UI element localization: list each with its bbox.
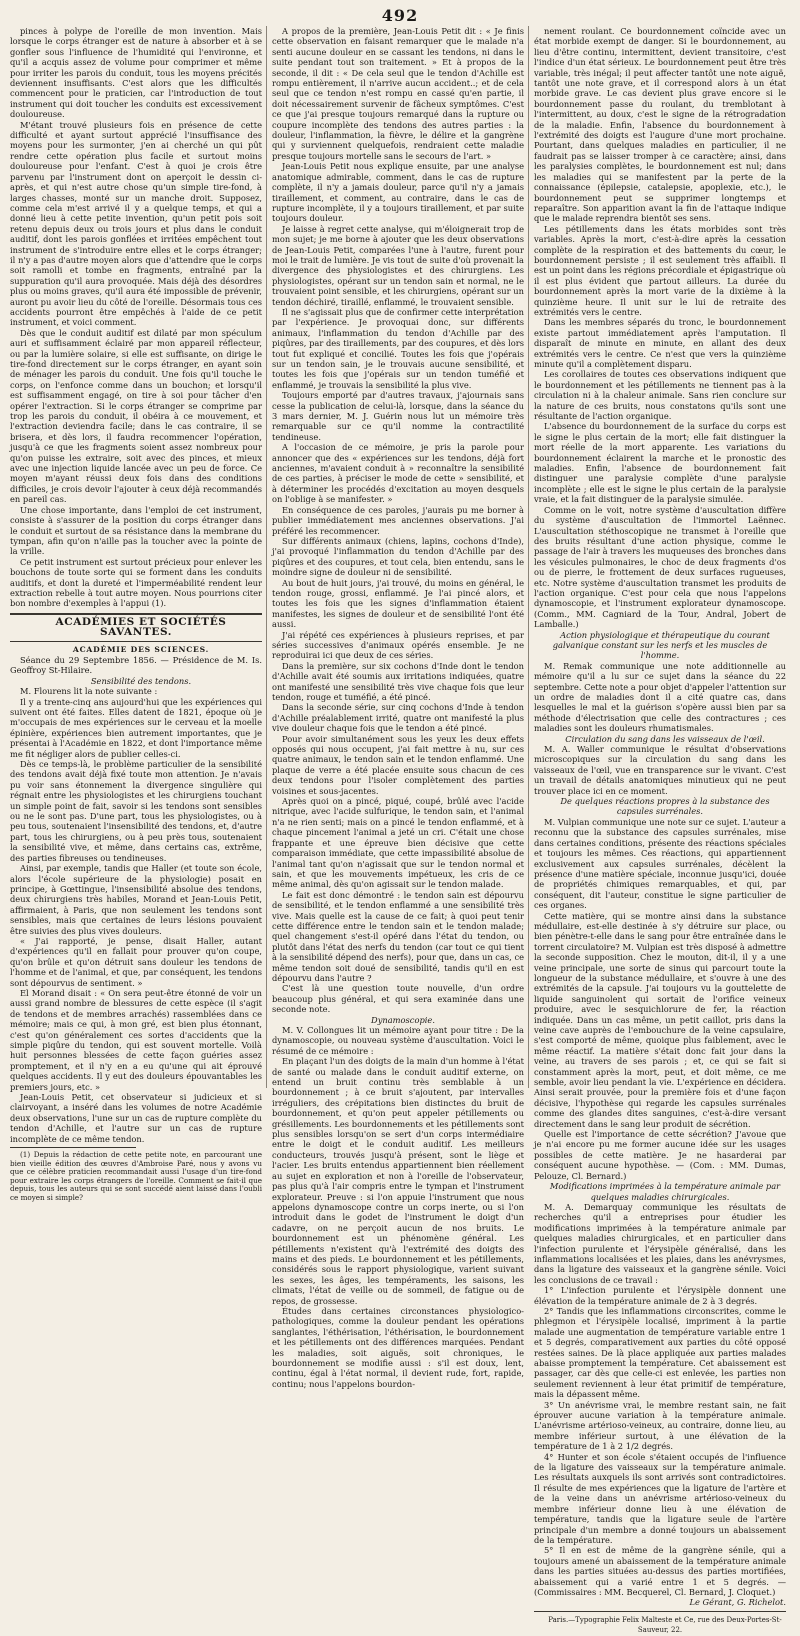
paragraph: J'ai répété ces expériences à plusieurs reprises, et par séries successives d'animaux opérés ensemble. Je ne reproduirai ici que deux de ces séries.	[272, 629, 524, 661]
imprint: Paris.—Typographie Felix Malteste et Ce, rue des Deux-Portes-St-Sauveur, 22.	[548, 1615, 782, 1635]
topic-heading: Dynamoscopie.	[371, 1014, 435, 1025]
paragraph: nement roulant. Ce bourdonnement coïncide avec un état morbide exempt de danger. Si le bourdonnement, au lieu d'être continu, intermittent, devient transitoire, c'est l'indice d'un état sérieux. Le bourdonnement peut être très variable, très inégal; il peut affecter tantôt une note aiguë, tantôt une note grave, et il correspond alors à un état morbide grave. Le cas devient plus grave encore si le bourdonnement passe du roulant, du tremblotant à l'intermittent, au doux, c'est le signe de la rétrogradation de la maladie. Enfin, l'absence du bourdonnement à l'extrémité des doigts est l'augure d'une mort prochaine. Pourtant, dans quelques maladies en particulier, il ne faudrait pas se laisser tromper à ce caractère; ainsi, dans les paralysies complètes, le bourdonnement est nul; dans les maladies qui se manifestent par la perte de la connaissance (épilepsie, catalepsie, apoplexie, etc.), le bourdonnement peut se supprimer longtemps et reparaître. Son apparition avant la fin de l'attaque indique que le malade reprendra bientôt ses sens.	[534, 26, 786, 224]
paragraph: A propos de la première, Jean-Louis Petit dit : « Je finis cette observation en faisant remarquer que le malade n'a senti aucune douleur en se cassant les tendons, ni dans le suite pendant tout son traitement. » Et à propos de la seconde, il dit : « De cela seul que le tendon d'Achille est rompu entièrement, il n'arrive aucun accident..; et de cela seul que ce tendon n'est rompu en cassé qu'en partie, il doit nécessairement survenir de fâcheux symptômes. C'est ce que j'ai presque toujours remarqué dans la rupture ou coupure incomplète des tendons des autres parties : la douleur, l'inflammation, la fièvre, le délire et la gangrène qui y surviennent quelquefois, rendraient cette maladie presque toujours mortelle sans le secours de l'art. »	[272, 26, 524, 161]
paragraph: « J'ai rapporté, je pense, disait Haller, autant d'expériences qu'il en fallait pour prouver qu'on coupe, qu'on brûle et qu'on détruit sans douleur les tendons de l'homme et de l'animal, et que, par conséquent, les tendons sont dépourvus de sentiment. »	[10, 935, 262, 988]
topic-heading: Sensibilité des tendons.	[90, 675, 192, 686]
list-item: 2° Tandis que les inflammations circonscrites, comme le phlegmon et l'érysipèle localisé, impriment à la partie malade une augmentation de température variable entre 1 et 5 degrés, comparativement aux parties du côté opposé restées saines. De là place appliquée aux parties malades abaisse promptement la température. Cet abaissement est passager, car dès que celle-ci est enlevée, les parties non seulement reviennent à leur état primitif de température, mais la dépassent même.	[534, 1305, 786, 1400]
paragraph: Jean-Louis Petit nous explique ensuite, par une analyse anatomique admirable, comment, dans le cas de rupture complète, il n'y a jamais douleur, parce qu'il n'y a jamais tiraillement, et comment, au contraire, dans le cas de rupture incomplète, il y a toujours tiraillement, et par suite toujours douleur.	[272, 161, 524, 224]
list-item: 3° Un anévrisme vrai, le membre restant sain, ne fait éprouver aucune variation à la température animale. L'anévrisme artérioso-veineux, au contraire, donne lieu, au membre inférieur surtout, à une élévation de la température de 1 à 2 1/2 degrés.	[534, 1399, 786, 1452]
paragraph: Cette matière, qui se montre ainsi dans la substance médullaire, est-elle destinée à s'y détruire sur place, ou bien pénètre-t-elle dans le sang pour être entraînée dans le torrent circulatoire? M. Vulpian est très disposé à admettre la seconde supposition. Chez le mouton, dit-il, il y a une veine principale, une sorte de sinus qui parcourt toute la longueur de la substance médullaire, et s'ouvre à une des extrémités de la capsule. J'ai toujours vu la gouttelette de liquide sanguinolent qui sortait de l'orifice veineux produire, avec le sesquichlorure de fer, la réaction indiquée. Dans un cas même, un petit caillot, pris dans la veine cave auprès de l'embouchure de la veine capsulaire, s'est comporté de même, quoique plus faiblement, avec le même réactif. La matière s'était donc fait jour dans la veine, au travers de ses parois ; et, ce qui se fait si constamment après la mort, peut, et doit même, ce me semble, avoir lieu pendant la vie. L'expérience en décidera. Ainsi serait prouvée, pour la première fois et d'une façon décisive, l'hypothèse qui regarde les capsules surrénales comme des glandes dites sanguines, c'est-à-dire versant directement dans le sang leur produit de sécrétion.	[534, 910, 786, 1129]
column-rule-right	[528, 26, 529, 1088]
paragraph: Ce petit instrument est surtout précieux pour enlever les bouchons de toute sorte qui se forment dans les conduits auditifs, et dont la dureté et l'imperméabilité rendent leur extraction rebelle à tout autre moyen. Nous pourrions citer bon nombre d'exemples à l'appui (1).	[10, 556, 262, 609]
paragraph: Après quoi on a pincé, piqué, coupé, brûlé avec l'acide nitrique, avec l'acide sulfurique, le tendon sain, et l'animal n'a ne rien senti; mais on a pincé le tendon enflammé, et à chaque pincement l'animal a jeté un cri. C'était une chose frappante et une épreuve bien décisive que cette comparaison immédiate, que cette impassibilité absolue de l'animal tant qu'on n'agissait que sur le tendon normal et sain, et que les mouvements impétueux, les cris de ce même animal, dès qu'on agissait sur le tendon malade.	[272, 796, 524, 890]
paragraph: A l'occasion de ce mémoire, je pris la parole pour annoncer que des « expériences sur les tendons, déjà fort anciennes, m'avaient conduit à » reconnaître la sensibilité de ces parties, à préciser le mode de cette » sensibilité, et à déterminer les procédés d'excitation au moyen desquels on l'oblige à se manifester. »	[272, 442, 524, 505]
list-item: 5° Il en est de même de la gangrène sénile, qui a toujours amené un abaissement de la température animale dans les parties situées au-dessus des parties mortifiées, abaissement qui a varié entre 1 et 5 degrés. — (Commissaires : MM. Becquerel, Cl. Bernard, J. Cloquet.)	[534, 1545, 786, 1597]
paragraph: pinces à polype de l'oreille de mon invention. Mais lorsque le corps étranger est de nature à absorber et à se gonfler sous l'influence de l'humidité qui l'environne, et qu'il a acquis assez de volume pour comprimer et même pour irriter les parois du conduit, tous les moyens précités deviennent insuffisants. C'est alors que les difficultés commencent pour le praticien, car l'introduction de tout instrument qui doit toucher les conduits est excessivement douloureuse.	[10, 26, 262, 120]
paragraph: Il ne s'agissait plus que de confirmer cette interprétation par l'expérience. Je provoquai donc, sur différents animaux, l'inflammation du tendon d'Achille par des piqûres, par des tiraillements, par des coupures, et dès lors tout fut expliqué et concilié. Toutes les fois que j'opérais sur un tendon sain, je le trouvais aucune sensibilité, et toutes les fois que j'opérais sur un tendon tuméfié et enflammé, je trouvais la sensibilité la plus vive.	[272, 306, 524, 390]
paragraph: Dès que le conduit auditif est dilaté par mon spéculum auri et suffisamment éclairé par mon appareil réflecteur, ou par la lumière solaire, si elle est suffisante, on dirige le tire-fond directement sur le corps étranger, en ayant soin de ménager les parois du conduit. Une fois qu'il touche le corps, on l'enfonce comme dans un bouchon; et lorsqu'il est suffisamment engagé, on tire à soi pour tâcher d'en opérer l'extraction. Si le corps étranger se comprime par trop les parois du conduit, il obéira à ce mouvement, et l'extraction deviendra facile; dans le cas contraire, il se brisera, et dès lors, il faudra recommencer l'opération, jusqu'à ce que les fragments soient assez nombreux pour qu'on puisse les extraire, soit avec des pinces, et mieux avec une injection liquide lancée avec un peu de force. Ce moyen m'ayant réussi deux fois dans des conditions difficiles, je crois devoir l'ajouter à ceux déjà recommandés en pareil cas.	[10, 327, 262, 505]
signature: Le Gérant, G. Richelot.	[689, 1597, 786, 1608]
paragraph: Études dans certaines circonstances physiologico-pathologiques, comme la douleur pendant les opérations sanglantes, l'éthérisation, l'éthérisation, le bourdonnement et les pétillements ont des différences marquées. Pendant les maladies, soit aiguës, soit chroniques, le bourdonnement se modifie aussi : s'il est doux, lent, continu, égal à l'état normal, il devient rude, fort, rapide, continu; nous l'appelons bourdon-	[272, 1305, 524, 1389]
paragraph: Les pétillements dans les états morbides sont très variables. Après la mort, c'est-à-dire après la cessation complète de la respiration et des battements du cœur, le bourdonnement persiste ; il est seulement très affaibli. Il est un point dans les régions précordiale et épigastrique où il est plus évident que partout ailleurs. La durée du bourdonnement après la mort varie de la dixième à la quinzième heure. Il unit sur le lui de retraite des extrémités vers le centre.	[534, 223, 786, 317]
column-1	[10, 26, 262, 1203]
column-rule-left	[266, 26, 267, 1088]
list-item: 1° L'infection purulente et l'érysipèle donnent une élévation de la température animale de 2 à 3 degrés.	[534, 1285, 786, 1306]
paragraph: Comme on le voit, notre système d'auscultation diffère du système d'auscultation de l'immortel Laënnec. L'auscultation stéthoscopique ne transmet à l'oreille que des bruits résultant d'une action physique, comme le passage de l'air à travers les muqueuses des bronches dans les vésicules pulmonaires, le choc de deux fragments d'os ou de pierre, le frottement de deux surfaces rugueuses, etc. Notre système d'auscultation transmet les produits de l'action organique. C'est pour cela que nous l'appelons dynamoscopie, et l'instrument explorateur dynamoscope. (Comm., MM. Cagniard de la Tour, Andral, Jobert de Lamballe.)	[534, 504, 786, 630]
session-line: Séance du 29 Septembre 1856. — Présidence de M. Is. Geoffroy St-Hilaire.	[10, 654, 262, 676]
paragraph: Le fait est donc démontré : le tendon sain est dépourvu de sensibilité, et le tendon enflammé a une sensibilité très vive. Mais quelle est la cause de ce fait; à quoi peut tenir cette différence entre le tendon sain et le tendon malade; quel changement s'est-il opéré dans l'état du tendon, ou plutôt dans l'état des nerfs du tendon (car tout ce qui tient à la sensibilité dépend des nerfs), pour que, dans un cas, ce même tendon soit doué de sensibilité, tandis qu'il en est dépourvu dans l'autre ?	[272, 889, 524, 983]
paragraph: Toujours emporté par d'autres travaux, j'ajournais sans cesse la publication de celui-là, lorsque, dans la séance du 3 mars dernier, M. J. Guérin nous lut un mémoire très remarquable sur ce qu'il nomme la contractilité tendineuse.	[272, 390, 524, 442]
academy-title: ACADÉMIE DES SCIENCES.	[72, 644, 210, 654]
paragraph: Il y a trente-cinq ans aujourd'hui que les expériences qui suivent ont été faites. Elles datent de 1821, époque où je m'occupais de mes expériences sur le cerveau et la moelle épinière, expériences bien autrement importantes, que je présentai à l'Académie en 1822, et dont l'importance même me fit négliger alors de publier celles-ci.	[10, 696, 262, 759]
topic-heading: Modifications imprimées à la température animale par quelques maladies chirurgicales.	[549, 1181, 781, 1202]
page-number: 492	[381, 6, 419, 25]
section-title: ACADÉMIES ET SOCIÉTÉS SAVANTES.	[55, 615, 227, 639]
paragraph: Une chose importante, dans l'emploi de cet instrument, consiste à s'assurer de la position du corps étranger dans le conduit et surtout de sa résistance dans la membrane du tympan, afin qu'on n'aille pas la toucher avec la pointe de la vrille.	[10, 504, 262, 557]
paragraph: Les corollaires de toutes ces observations indiquent que le bourdonnement et les pétillements ne tiennent pas à la circulation ni à la chaleur animale. Sans rien conclure sur la nature de ces bruits, nous constatons qu'ils sont une résultante de l'action organique.	[534, 369, 786, 422]
section-divider	[10, 613, 262, 615]
paragraph: Quelle est l'importance de cette sécrétion? J'avoue que je n'ai encore pu me former aucune idée sur les usages possibles de cette matière. Je ne hasarderai par conséquent aucune hypothèse. — (Com. : MM. Dumas, Pelouze, Cl. Bernard.)	[534, 1129, 786, 1181]
paragraph: Jean-Louis Petit, cet observateur si judicieux et si clairvoyant, a inséré dans les volumes de notre Académie deux observations, l'une sur un cas de rupture complète du tendon d'Achille, et l'autre sur un cas de rupture incomplète de ce même tendon.	[10, 1092, 262, 1144]
column-3	[534, 26, 786, 1635]
footnote-divider	[10, 1147, 136, 1148]
paragraph: M. V. Collongues lit un mémoire ayant pour titre : De la dynamoscopie, ou nouveau système d'auscultation. Voici le résumé de ce mémoire :	[272, 1025, 524, 1056]
paragraph: M'étant trouvé plusieurs fois en présence de cette difficulté et ayant surtout apprécié l'insuffisance des moyens pour les surmonter, j'en ai cherché un qui pût rendre cette opération plus facile et surtout moins douloureuse pour l'enfant. C'est à quoi je crois être parvenu par l'instrument dont on aperçoit le dessin ci-après, et qui n'est autre chose qu'un simple tire-fond, à larges chasses, monté sur un manche droit. Supposez, comme cela m'est arrivé il y a quelque temps, et qui a donné lieu à cette petite invention, qu'un petit pois soit retenu depuis deux ou trois jours et plus dans le conduit auditif, dont les parois gonflées et irritées empêchent tout instrument de s'introduire entre elles et le corps étranger; il n'y a pas d'autre moyen alors que d'attendre que le corps soit ramolli et tombe en fragments, entraîné par la suppuration qu'il aura provoquée. Mais déjà des désordres plus ou moins graves, qu'il aura été impossible de prévenir, auront pu avoir lieu du côté de l'oreille. Désormais tous ces accidents pourront être empêchés à l'aide de ce petit instrument, et voici comment.	[10, 119, 262, 328]
paragraph: Pour avoir simultanément sous les yeux les deux effets opposés qui nous occupent, j'ai fait mettre à nu, sur ces quatre animaux, le tendon sain et le tendon enflammé. Une plaque de verre a été placée ensuite sous chacun de ces deux tendons pour l'isoler complètement des parties voisines et sous-jacentes.	[272, 733, 524, 796]
paragraph: M. Remak communique une note additionnelle au mémoire qu'il a lu sur ce sujet dans la séance du 22 septembre. Cette note a pour objet d'appeler l'attention sur un ordre de maladies dont il a cité quatre cas, dans lesquelles le mal et la guérison s'opère aussi bien par sa méthode d'électrisation que celle des contractures ; ces maladies sont les douleurs rhumatismales.	[534, 660, 786, 734]
paragraph: C'est là une question toute nouvelle, d'un ordre beaucoup plus général, et qui sera examinée dans une seconde note.	[272, 983, 524, 1015]
topic-heading: De quelques réactions propres à la substance des capsules surrénales.	[560, 796, 770, 817]
paragraph: En conséquence de ces paroles, j'aurais pu me borner à publier immédiatement mes anciennes observations. J'ai préféré les recommencer.	[272, 504, 524, 536]
topic-heading: Circulation du sang dans les vaisseaux de l'œil.	[565, 733, 765, 744]
paragraph: L'absence du bourdonnement de la surface du corps est le signe le plus certain de la mort; elle fait distinguer la mort réelle de la mort apparente. Les variations du bourdonnement éclairent la marche et le pronostic des maladies. Enfin, l'absence de bourdonnement fait distinguer une paralysie complète d'une paralysie incomplète ; elle est le signe le plus certain de la paralysie vraie, et la fait distinguer de la paralysie simulée.	[534, 421, 786, 505]
paragraph: Dans la seconde série, sur cinq cochons d'Inde à tendon d'Achille préalablement irrité, quatre ont manifesté la plus vive douleur chaque fois que le tendon a été pincé.	[272, 702, 524, 734]
paragraph: Je laisse à regret cette analyse, qui m'éloignerait trop de mon sujet; je me borne à ajouter que les deux observations de Jean-Louis Petit, comparées l'une à l'autre, furent pour moi le trait de lumière. Je vis tout de suite d'où provenait la divergence des physiologistes et des chirurgiens. Les physiologistes, opérant sur un tendon sain et normal, ne le trouvaient point sensible, et les chirurgiens, opérant sur un tendon déchiré, tiraillé, enflammé, le trouvaient sensible.	[272, 223, 524, 307]
list-item: 4° Hunter et son école s'étaient occupés de l'influence de la ligature des vaisseaux sur la température animale. Les résultats auxquels ils sont arrivés sont contradictoires. Il résulte de mes expériences que la ligature de l'artère et de la veine dans un anévrisme artérioso-veineux du membre inférieur donne lieu à une élévation de température, tandis que la ligature seule de l'artère principale d'un membre a donné toujours un abaissement de la température.	[534, 1451, 786, 1545]
paragraph: Dans les membres séparés du tronc, le bourdonnement existe partout immédiatement après l'amputation. Il disparaît de minute en minute, en allant des deux extrémités vers le centre. Ce n'est que vers la quinzième minute qu'il a complètement disparu.	[534, 317, 786, 369]
column-2	[272, 26, 524, 1389]
paragraph: En plaçant l'un des doigts de la main d'un homme à l'état de santé ou malade dans le conduit auditif externe, on entend un bruit continu très semblable à un bourdonnement ; à ce bruit s'ajoutent, par intervalles irréguliers, des crépitations bien distinctes du bruit de bourdonnement, et qu'on peut appeler pétillements ou grésillements. Les bourdonnements et les pétillements sont plus sensibles lorsqu'on se sert d'un corps intermédiaire entre le doigt et le conduit auditif. Les meilleurs conducteurs, trouvés jusqu'à présent, sont le liège et l'acier. Les bruits entendus appartiennent bien réellement au sujet en exploration et non à l'oreille de l'observateur, pas plus qu'à l'air compris entre le tympan et l'instrument explorateur. Preuve : si l'on appuie l'instrument que nous appelons dynamoscope contre un corps inerte, ou si l'on introduit dans le godet de l'instrument le doigt d'un cadavre, on ne perçoit aucun de nos bruits. Le bourdonnement est un phénomène général. Les pétillements n'existent qu'à l'extrémité des doigts des mains et des pieds. Le bourdonnement et les pétillements, considérés sous le rapport physiologique, varient suivant les sexes, les âges, les tempéraments, les saisons, les climats, l'état de veille ou de sommeil, de fatigue ou de repos, de grossesse.	[272, 1056, 524, 1306]
paragraph: M. A. Waller communique le résultat d'observations microscopiques sur la circulation du sang dans les vaisseaux de l'œil, vue en transparence sur le vivant. C'est un travail de détails anatomiques minutieux qui ne peut trouver place ici en ce moment.	[534, 744, 786, 796]
topic-heading: Action physiologique et thérapeutique du courant galvanique constant sur les nerfs et les muscles de l'homme.	[552, 629, 770, 661]
paragraph: M. A. Demarquay communique les résultats de recherches qu'il a entreprises pour étudier les modifications imprimées à la température animale par quelques maladies chirurgicales, et en particulier dans l'infection purulente et l'érysipèle généralisé, dans les inflammations localisées et les plaies, dans les anévrysmes, dans la ligature des vaisseaux et la gangrène sénile. Voici les conclusions de ce travail :	[534, 1201, 786, 1285]
paragraph: M. Vulpian communique une note sur ce sujet. L'auteur a reconnu que la substance des capsules surrénales, mise dans certaines conditions, présente des réactions spéciales et toujours les mêmes. Ces réactions, qui appartiennent exclusivement aux capsules surrénales, décèlent la présence d'une matière spéciale, inconnue jusqu'ici, douée de propriétés chimiques remarquables, et qui, par conséquent, dit l'auteur, constitue le signe particulier de ces organes.	[534, 816, 786, 911]
section-divider	[10, 641, 262, 642]
paragraph: Au bout de huit jours, j'ai trouvé, du moins en général, le tendon rouge, grossi, enflammé. Je l'ai pincé alors, et toutes les fois que les signes d'inflammation étaient manifestes, les signes de douleur et de sensibilité l'ont été aussi.	[272, 577, 524, 630]
paragraph: M. Flourens lit la note suivante :	[20, 686, 158, 697]
paragraph: Ainsi, par exemple, tandis que Haller (et toute son école, alors l'école supérieure de la physiologie) posait en principe, à Gœttingue, l'insensibilité absolue des tendons, deux chirurgiens très habiles, Morand et Jean-Louis Petit, affirmaient, à Paris, que non seulement les tendons sont sensibles, mais que certaines de leurs lésions pouvaient être suivies des plus vives douleurs.	[10, 863, 262, 936]
paragraph: Sur différents animaux (chiens, lapins, cochons d'Inde), j'ai provoqué l'inflammation du tendon d'Achille par des piqûres et des coupures, et tout cela, bien entendu, sans le moindre signe de douleur ni de sensibilité.	[272, 535, 524, 578]
paragraph: El Morand disait : « On sera peut-être étonné de voir un aussi grand nombre de blessures de cette espèce (il s'agit de tendons et de membres arrachés) rassemblées dans ce mémoire; mais ce qui, à mon gré, est bien plus étonnant, c'est qu'on généralement ces sortes d'accidents que la simple piqûre du tendon, qui est souvent mortelle. Voilà huit personnes blessées de cette façon guéries assez promptement, et il n'y en a eu qu'une qui ait éprouvé quelques accidents. Il y eut des douleurs épouvantables les premiers jours, etc. »	[10, 987, 262, 1092]
footnote: (1) Depuis la rédaction de cette petite note, en parcourant une bien vieille édition des œuvres d'Ambroise Paré, nous y avons vu que ce célèbre praticien recommandait aussi l'usage d'un tire-fond pour extraire les corps étrangers de l'oreille. Comment se fait-il que depuis, tous les auteurs qui se sont succédé aient laissé dans l'oubli ce moyen si simple?	[10, 1150, 262, 1203]
paragraph: Dans la première, sur six cochons d'Inde dont le tendon d'Achille avait été soumis aux irritations indiquées, quatre ont manifesté une sensibilité très vive chaque fois que leur tendon, rouge et tuméfié, a été pincé.	[272, 660, 524, 702]
paragraph: Dès ce temps-là, le problème particulier de la sensibilité des tendons avait déjà fixé toute mon attention. Je n'avais pu voir sans étonnement la divergence singulière qui régnait entre les physiologistes et les chirurgiens touchant un simple point de fait, savoir si les tendons sont sensibles ou ne le sont pas. D'une part, tous les physiologistes, ou à peu tous, soutenaient l'insensibilité des tendons, et, d'autre part, tous les chirurgiens, ou à peu près tous, soutenaient la sensibilité vive, et même, dans certains cas, extrême, des parties fibreuses ou tendineuses.	[10, 759, 262, 863]
imprint-divider	[534, 1611, 786, 1612]
